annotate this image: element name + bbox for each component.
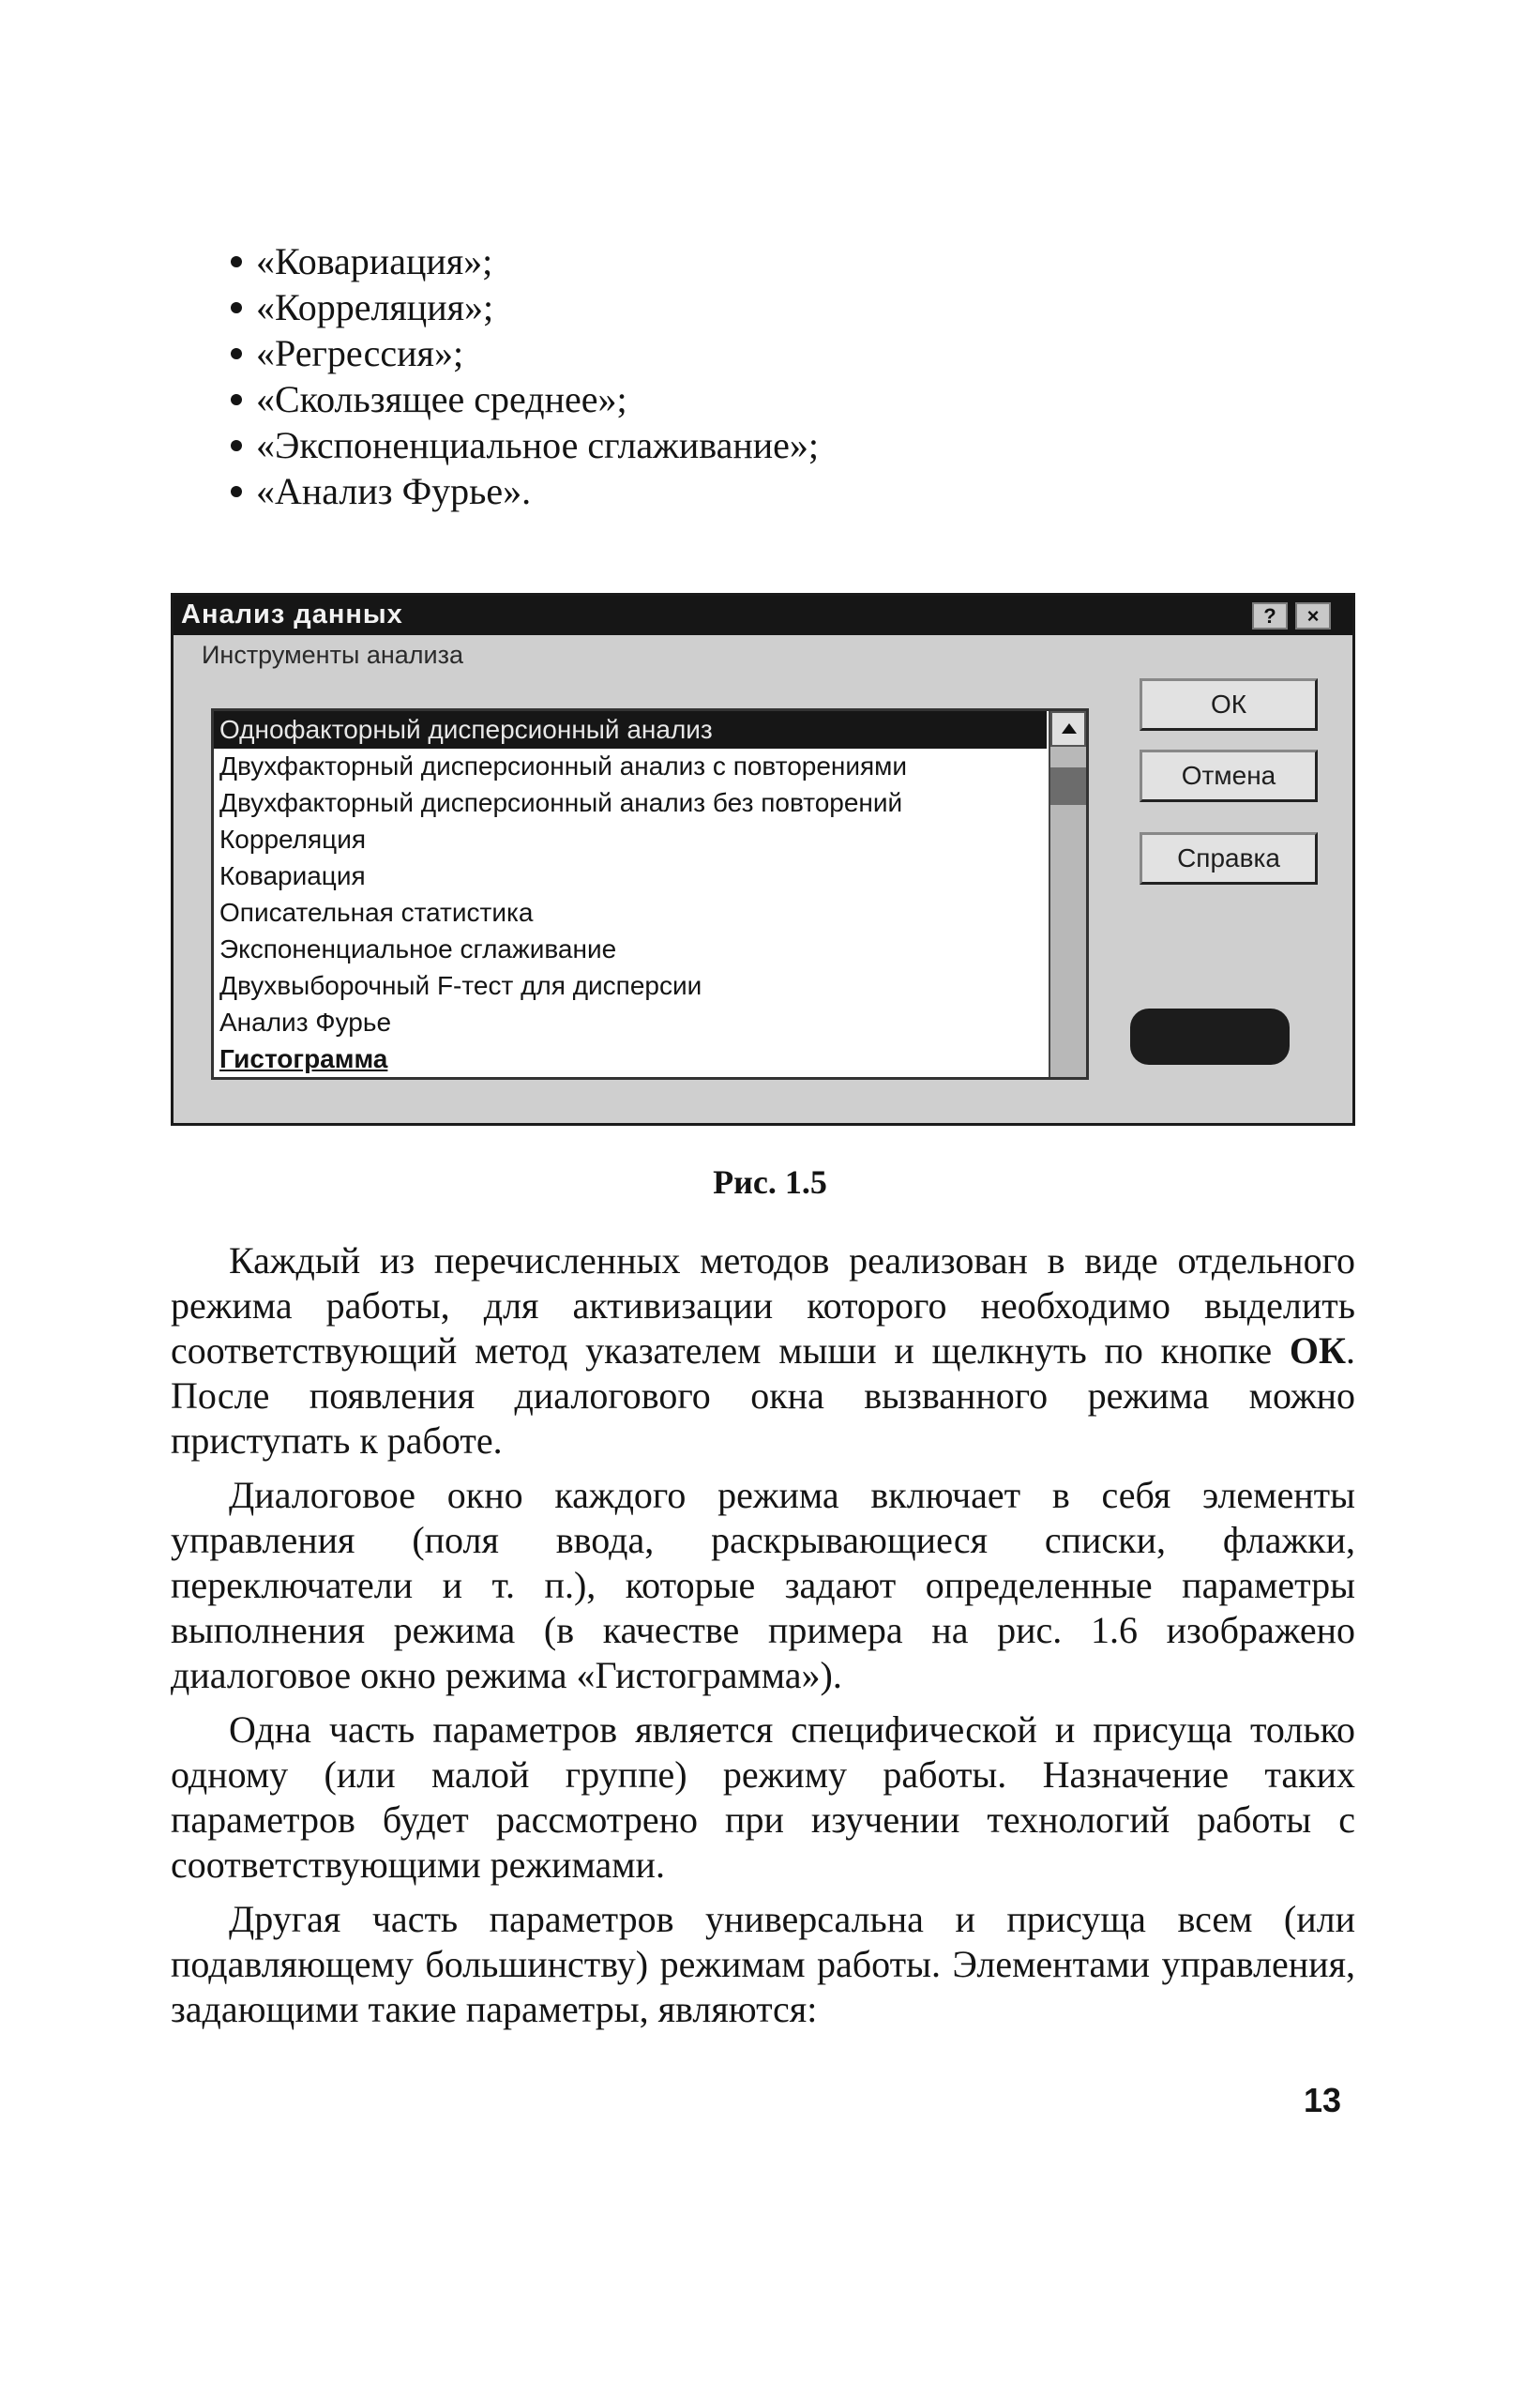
analysis-tools-listbox[interactable]: [211, 708, 1089, 1080]
listbox-scrollbar[interactable]: [1049, 711, 1086, 1080]
bullet-dot: [231, 256, 242, 267]
ok-button[interactable]: ОК: [1140, 678, 1318, 731]
paragraph: Диалоговое окно каждого режима включает в себя элементы управления (поля ввода, раскрывающиеся списки, флажки, переключатели и т. п.), которые задают определенные параметры выполнения режима (в качестве примера на рис. 1.6 изображено диалоговое окно режима «Гистограмма»).: [171, 1474, 1355, 1696]
method-bullet-list: [231, 238, 819, 514]
bullet-dot: [231, 302, 242, 313]
bullet-dot: [231, 486, 242, 497]
paragraph: Каждый из перечисленных методов реализован в виде отдельного режима работы, для активизации которого необходимо выделить соответствующий метод указателем мыши и щелкнуть по кнопке ОК. После появления диалогового окна вызванного режима можно приступать к работе.: [171, 1239, 1355, 1462]
help-button[interactable]: Справка: [1140, 832, 1318, 885]
close-icon[interactable]: ×: [1295, 602, 1331, 630]
paragraph: Одна часть параметров является специфической и присуща только одному (или малой группе) режиму работы. Назначение таких параметров будет рассмотрено при изучении технологий работы с соответствующими режимами.: [171, 1708, 1355, 1886]
list-item[interactable]: Двухвыборочный F-тест для дисперсии: [219, 971, 702, 1000]
list-item: «Корреляция»;: [231, 284, 819, 330]
help-icon[interactable]: ?: [1252, 602, 1288, 630]
cancel-button[interactable]: Отмена: [1140, 750, 1318, 802]
list-item[interactable]: Ковариация: [219, 861, 366, 890]
body-text: [171, 1238, 1355, 2041]
bullet-dot: [231, 394, 242, 405]
list-item[interactable]: Двухфакторный дисперсионный анализ без повторений: [219, 788, 903, 817]
scan-artifact: [1130, 1009, 1290, 1065]
analysis-tools-label: Инструменты анализа: [202, 641, 464, 669]
list-item[interactable]: Экспоненциальное сглаживание: [219, 934, 617, 963]
list-item[interactable]: Описательная статистика: [219, 898, 534, 927]
data-analysis-dialog: [171, 593, 1355, 1126]
list-item[interactable]: Анализ Фурье: [219, 1008, 392, 1037]
bullet-dot: [231, 348, 242, 359]
list-item[interactable]: Двухфакторный дисперсионный анализ с повторениями: [219, 751, 908, 781]
dialog-title-bar[interactable]: [174, 596, 1352, 635]
list-item: «Регрессия»;: [231, 330, 819, 376]
bullet-dot: [231, 440, 242, 451]
page-number: 13: [1304, 2081, 1342, 2119]
list-item: «Ковариация»;: [231, 238, 819, 284]
scroll-thumb[interactable]: [1050, 767, 1086, 805]
figure-caption: Рис. 1.5: [713, 1163, 827, 1201]
dialog-title: Анализ данных: [181, 599, 403, 630]
list-item: «Анализ Фурье».: [231, 468, 819, 514]
list-item[interactable]: Гистограмма: [219, 1044, 388, 1073]
list-item-selected[interactable]: Однофакторный дисперсионный анализ: [214, 711, 1047, 749]
paragraph: Другая часть параметров универсальна и присуща всем (или подавляющему большинству) режимам работы. Элементами управления, задающими такие параметры, являются:: [171, 1898, 1355, 2030]
scroll-up-arrow-icon[interactable]: [1050, 711, 1086, 747]
list-item: «Скользящее среднее»;: [231, 376, 819, 422]
list-item: «Экспоненциальное сглаживание»;: [231, 422, 819, 468]
list-item[interactable]: Корреляция: [219, 825, 367, 854]
